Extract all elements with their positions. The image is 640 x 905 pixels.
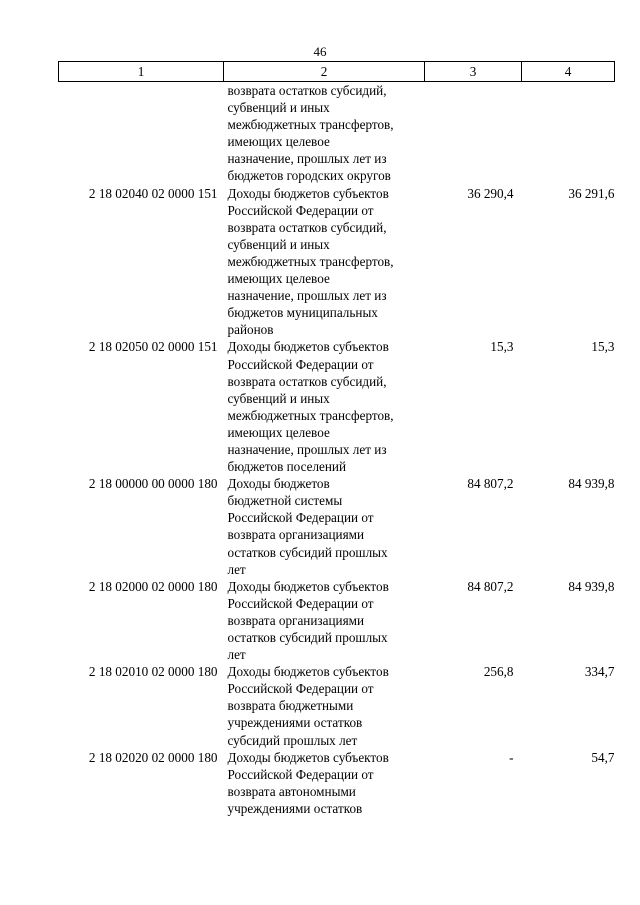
row-name-line: субвенций и иных bbox=[227, 100, 330, 116]
row-name-line: назначение, прошлых лет из bbox=[227, 288, 387, 304]
table-row bbox=[59, 578, 615, 663]
row-name bbox=[224, 82, 425, 185]
row-name-line: межбюджетных трансфертов, bbox=[227, 253, 394, 269]
row-value-col4: 84 939,8 bbox=[568, 578, 615, 594]
row-name-line: бюджетов муниципальных bbox=[227, 305, 378, 321]
row-code bbox=[59, 82, 224, 185]
row-name-line: остатков субсидий прошлых bbox=[227, 630, 388, 645]
row-value-col3 bbox=[425, 82, 522, 185]
row-value-col3: 84 807,2 bbox=[467, 578, 514, 594]
row-value-col4: 84 939,8 bbox=[568, 476, 615, 492]
row-value-col4: 36 291,6 bbox=[568, 185, 615, 201]
row-value-col4: 54,7 bbox=[591, 749, 615, 765]
row-name-line: остатков субсидий прошлых bbox=[227, 544, 388, 560]
row-name-line: субсидий прошлых лет bbox=[227, 732, 358, 748]
row-code: 2 18 02040 02 0000 151 bbox=[88, 185, 218, 201]
row-name bbox=[224, 749, 425, 817]
row-code: 2 18 02050 02 0000 151 bbox=[88, 339, 218, 355]
row-name-line: Российской Федерации от bbox=[227, 595, 374, 611]
row-value-col3: 256,8 bbox=[483, 664, 514, 680]
row-code: 2 18 02000 02 0000 180 bbox=[88, 578, 218, 594]
row-name-line: возврата бюджетными bbox=[227, 698, 354, 714]
row-name-line: бюджетной системы bbox=[227, 493, 343, 509]
row-name-line: назначение, прошлых лет из bbox=[227, 151, 387, 167]
row-name-line: возврата остатков субсидий, bbox=[227, 219, 387, 235]
row-code: 2 18 02020 02 0000 180 bbox=[88, 749, 218, 765]
budget-table bbox=[58, 61, 615, 817]
row-name-line: возврата автономными bbox=[227, 783, 356, 799]
column-header-2: 2 bbox=[224, 62, 425, 82]
table-header-row bbox=[59, 62, 615, 82]
table-row bbox=[59, 82, 615, 185]
row-name-line: Доходы бюджетов субъектов bbox=[227, 749, 389, 765]
row-name-line: учреждениями остатков bbox=[227, 715, 363, 731]
row-name-line: Российской Федерации от bbox=[227, 510, 374, 526]
row-name bbox=[224, 663, 425, 748]
row-name-line: Доходы бюджетов субъектов bbox=[227, 578, 389, 594]
row-name-line: Доходы бюджетов субъектов bbox=[227, 185, 389, 201]
row-name-line: Российской Федерации от bbox=[227, 202, 374, 218]
table-row bbox=[59, 663, 615, 748]
row-name-line: возврата остатков субсидий, bbox=[227, 373, 387, 389]
row-name bbox=[224, 475, 425, 578]
row-value-col3: 84 807,2 bbox=[467, 476, 514, 492]
row-value-col4 bbox=[522, 82, 615, 185]
row-name bbox=[224, 578, 425, 663]
row-name-line: межбюджетных трансфертов, bbox=[227, 117, 394, 133]
row-name-line: субвенций и иных bbox=[227, 236, 330, 252]
row-code: 2 18 02010 02 0000 180 bbox=[88, 664, 218, 680]
column-header-3: 3 bbox=[425, 62, 522, 82]
table-body bbox=[59, 82, 615, 818]
row-name bbox=[224, 338, 425, 475]
row-name-line: Российской Федерации от bbox=[227, 356, 374, 372]
row-value-col4: 334,7 bbox=[584, 664, 615, 680]
row-name-line: Российской Федерации от bbox=[227, 681, 374, 697]
row-name-line: назначение, прошлых лет из bbox=[227, 441, 387, 457]
page-number: 46 bbox=[313, 44, 327, 59]
row-name-line: лет bbox=[227, 647, 246, 663]
row-value-col4: 15,3 bbox=[591, 339, 615, 355]
table-row bbox=[59, 749, 615, 817]
row-name-line: бюджетов поселений bbox=[227, 459, 347, 475]
row-name-line: возврата организациями bbox=[227, 612, 365, 628]
row-name-line: имеющих целевое bbox=[227, 134, 330, 150]
row-name-line: бюджетов городских округов bbox=[227, 168, 391, 184]
row-value-col3: 15,3 bbox=[490, 339, 514, 355]
row-name-line: Российской Федерации от bbox=[227, 766, 374, 782]
row-name-line: имеющих целевое bbox=[227, 271, 330, 287]
table-row bbox=[59, 185, 615, 339]
row-name-line: районов bbox=[227, 322, 274, 338]
row-name-line: возврата остатков субсидий, bbox=[227, 83, 387, 98]
column-header-1: 1 bbox=[59, 62, 224, 82]
table-row bbox=[59, 475, 615, 578]
row-name-line: Доходы бюджетов bbox=[227, 476, 330, 492]
row-name-line: лет bbox=[227, 561, 246, 577]
row-name-line: возврата организациями bbox=[227, 527, 365, 543]
row-name-line: имеющих целевое bbox=[227, 424, 330, 440]
row-name-line: Доходы бюджетов субъектов bbox=[227, 664, 389, 680]
row-code: 2 18 00000 00 0000 180 bbox=[88, 476, 218, 492]
row-name-line: учреждениями остатков bbox=[227, 800, 363, 816]
row-name-line: Доходы бюджетов субъектов bbox=[227, 339, 389, 355]
row-name-line: субвенций и иных bbox=[227, 390, 330, 406]
row-value-col3: - bbox=[509, 749, 514, 765]
table-row bbox=[59, 338, 615, 475]
row-name bbox=[224, 185, 425, 339]
row-value-col3: 36 290,4 bbox=[467, 185, 514, 201]
row-name-line: межбюджетных трансфертов, bbox=[227, 407, 394, 423]
column-header-4: 4 bbox=[522, 62, 615, 82]
